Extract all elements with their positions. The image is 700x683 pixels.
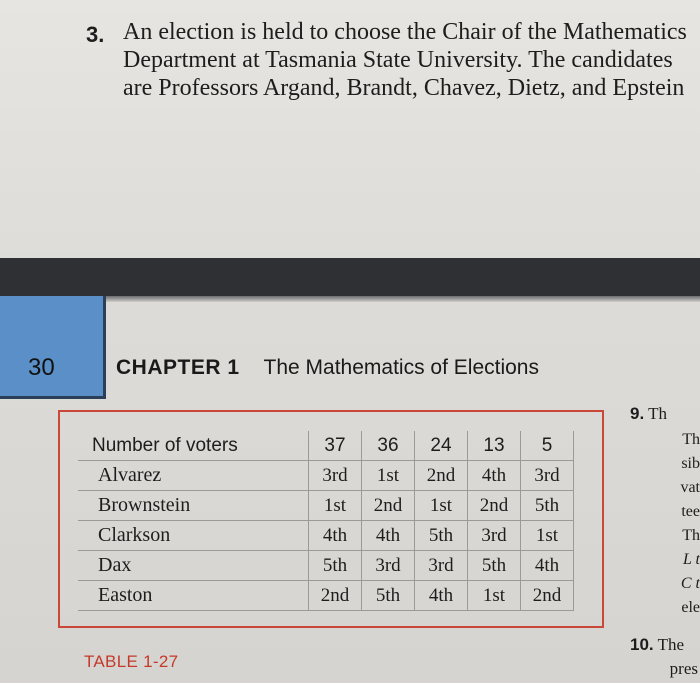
table-row	[78, 551, 574, 581]
rank-cell: 4th	[415, 581, 468, 611]
rank-cell: 1st	[521, 521, 574, 551]
side-line: pres	[669, 659, 698, 678]
problem-line: An election is held to choose the Chair of the Mathematics	[123, 19, 687, 45]
table-caption: TABLE 1-27	[84, 652, 179, 671]
side-problem-first-word: Th	[648, 404, 668, 423]
header-label: Number of voters	[78, 431, 309, 461]
voter-count: 24	[415, 431, 468, 461]
table-row	[78, 491, 574, 521]
rank-cell: 3rd	[521, 461, 574, 491]
rank-cell: 4th	[521, 551, 574, 581]
side-line: L t	[682, 551, 700, 568]
rank-cell: 3rd	[362, 551, 415, 581]
problem-text	[123, 18, 700, 102]
candidate-name: Dax	[78, 551, 309, 581]
problem-line: Department at Tasmania State University. The candidates	[123, 47, 673, 73]
side-line: Th	[682, 527, 700, 544]
rank-cell: 2nd	[468, 491, 521, 521]
side-problem-number: 10.	[630, 635, 654, 654]
side-line: C t	[680, 575, 700, 592]
table-row	[78, 461, 574, 491]
rank-cell: 5th	[468, 551, 521, 581]
rank-cell: 3rd	[415, 551, 468, 581]
side-problem-9-lines	[670, 428, 700, 620]
side-problem-number: 9.	[630, 404, 645, 423]
running-header	[116, 356, 539, 380]
candidate-name: Alvarez	[78, 461, 309, 491]
rank-cell: 2nd	[415, 461, 468, 491]
rank-cell: 5th	[309, 551, 362, 581]
chapter-title: The Mathematics of Elections	[263, 356, 539, 379]
rank-cell: 3rd	[468, 521, 521, 551]
candidate-name: Easton	[78, 581, 309, 611]
rank-cell: 1st	[415, 491, 468, 521]
side-line: ele	[681, 599, 700, 616]
rank-cell: 2nd	[362, 491, 415, 521]
voter-count: 36	[362, 431, 415, 461]
table-header-row	[78, 431, 574, 461]
page-number: 30	[28, 354, 55, 381]
table-row	[78, 581, 574, 611]
rank-cell: 5th	[521, 491, 574, 521]
voter-count: 5	[521, 431, 574, 461]
rank-cell: 2nd	[521, 581, 574, 611]
rank-cell: 5th	[415, 521, 468, 551]
rank-cell: 4th	[362, 521, 415, 551]
side-line: sib	[681, 455, 700, 472]
rank-cell: 4th	[309, 521, 362, 551]
rank-cell: 4th	[468, 461, 521, 491]
rank-cell: 5th	[362, 581, 415, 611]
problem-line: are Professors Argand, Brandt, Chavez, Dietz, and Epstein	[123, 75, 685, 101]
preference-table	[78, 431, 574, 611]
candidate-name: Brownstein	[78, 491, 309, 521]
side-problem-10	[630, 633, 700, 681]
table-row	[78, 521, 574, 551]
problem-number: 3.	[86, 22, 105, 47]
side-line: tee	[681, 503, 700, 520]
voter-count: 13	[468, 431, 521, 461]
side-line: vat	[680, 479, 700, 496]
page-divider-band	[0, 258, 700, 296]
rank-cell: 1st	[309, 491, 362, 521]
chapter-label: CHAPTER 1	[116, 356, 240, 379]
rank-cell: 2nd	[309, 581, 362, 611]
voter-count: 37	[309, 431, 362, 461]
side-line: Th	[682, 431, 700, 448]
side-problem-9	[630, 402, 700, 426]
side-problem-first-word: The	[657, 635, 685, 654]
rank-cell: 1st	[362, 461, 415, 491]
candidate-name: Clarkson	[78, 521, 309, 551]
chapter-tab	[0, 296, 106, 399]
rank-cell: 1st	[468, 581, 521, 611]
rank-cell: 3rd	[309, 461, 362, 491]
